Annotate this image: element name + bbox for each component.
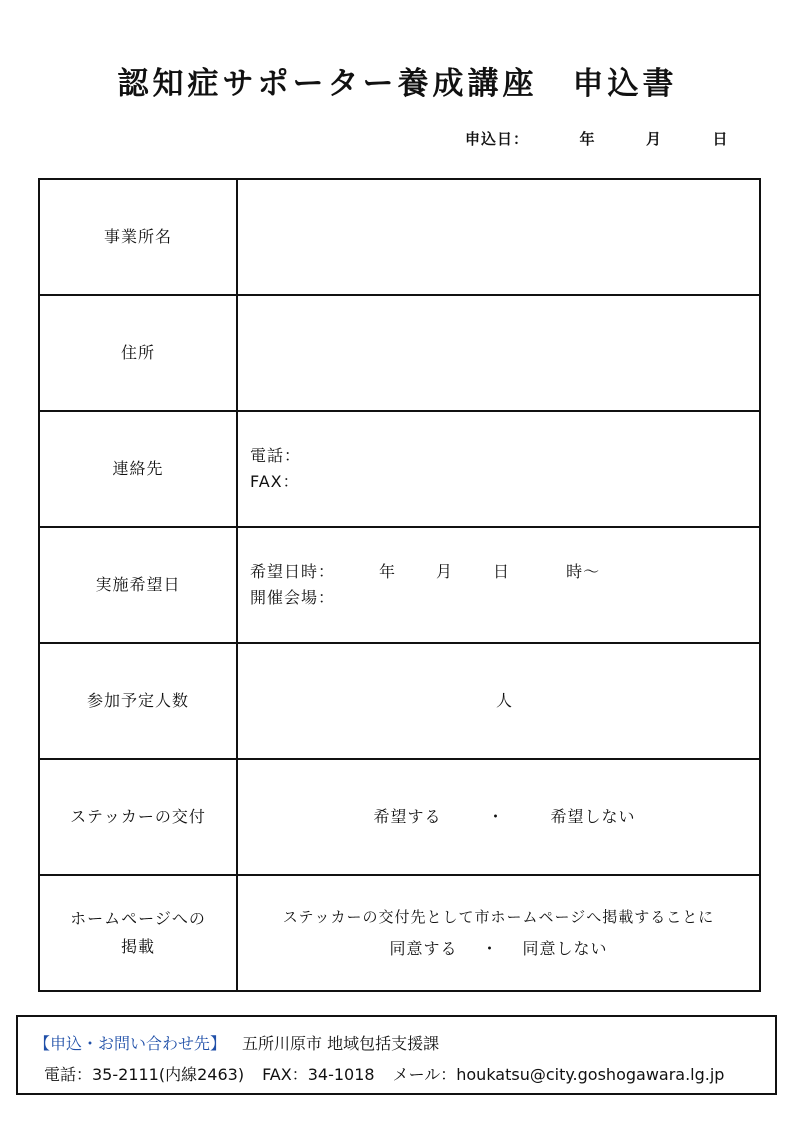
homepage-label bbox=[39, 875, 237, 991]
contact-field[interactable] bbox=[237, 411, 760, 527]
business-name-field[interactable] bbox=[237, 179, 760, 295]
participants-field[interactable] bbox=[237, 643, 760, 759]
participants-unit: 人 bbox=[495, 691, 513, 710]
table-row bbox=[39, 875, 760, 991]
contact-heading: 【申込・お問い合わせ先】 bbox=[34, 1034, 227, 1053]
homepage-label-line2: 掲載 bbox=[120, 937, 155, 956]
table-row bbox=[39, 179, 760, 295]
contact-info-box bbox=[16, 1015, 777, 1095]
desired-datetime-label: 希望日時： bbox=[250, 562, 336, 581]
homepage-option-no[interactable]: 同意しない bbox=[522, 939, 608, 958]
sticker-label: ステッカーの交付 bbox=[39, 759, 237, 875]
option-separator: ・ bbox=[481, 939, 499, 958]
month-label: 月 bbox=[645, 130, 662, 148]
footer-phone: 電話：35-2111(内線2463) bbox=[44, 1065, 245, 1084]
option-separator: ・ bbox=[487, 807, 505, 826]
homepage-question: ステッカーの交付先として市ホームページへ掲載することに bbox=[282, 908, 715, 926]
desired-date-label: 実施希望日 bbox=[39, 527, 237, 643]
day-label: 日 bbox=[712, 130, 729, 148]
sticker-option-yes[interactable]: 希望する bbox=[373, 807, 442, 826]
table-row bbox=[39, 759, 760, 875]
application-date bbox=[465, 128, 728, 149]
desired-datetime-line bbox=[250, 559, 759, 585]
footer-email[interactable]: メール：houkatsu@city.goshogawara.lg.jp bbox=[392, 1065, 725, 1084]
homepage-options bbox=[237, 875, 760, 991]
contact-heading-line bbox=[34, 1031, 439, 1054]
table-row bbox=[39, 411, 760, 527]
year-label: 年 bbox=[579, 130, 596, 148]
day-label: 日 bbox=[493, 562, 511, 581]
time-label: 時〜 bbox=[566, 562, 601, 581]
table-row bbox=[39, 643, 760, 759]
application-date-label: 申込日： bbox=[465, 130, 530, 148]
sticker-options bbox=[237, 759, 760, 875]
table-row bbox=[39, 295, 760, 411]
address-label: 住所 bbox=[39, 295, 237, 411]
phone-field-label: 電話： bbox=[250, 446, 302, 465]
department-name: 五所川原市 地域包括支援課 bbox=[242, 1034, 440, 1053]
desired-date-field[interactable] bbox=[237, 527, 760, 643]
homepage-label-line1: ホームページへの bbox=[70, 909, 206, 928]
application-form-table bbox=[38, 178, 761, 992]
address-field[interactable] bbox=[237, 295, 760, 411]
page-title: 認知症サポーター養成講座 申込書 bbox=[117, 66, 678, 102]
table-row bbox=[39, 527, 760, 643]
venue-field-label: 開催会場： bbox=[250, 588, 336, 607]
month-label: 月 bbox=[436, 562, 454, 581]
footer-fax: FAX：34-1018 bbox=[262, 1065, 375, 1084]
homepage-option-yes[interactable]: 同意する bbox=[389, 939, 458, 958]
fax-field-label: FAX： bbox=[250, 472, 300, 491]
business-name-label: 事業所名 bbox=[39, 179, 237, 295]
participants-label: 参加予定人数 bbox=[39, 643, 237, 759]
year-label: 年 bbox=[379, 562, 397, 581]
homepage-choice-line bbox=[238, 933, 759, 965]
contact-detail-line bbox=[44, 1062, 724, 1085]
sticker-option-no[interactable]: 希望しない bbox=[550, 807, 636, 826]
contact-label: 連絡先 bbox=[39, 411, 237, 527]
